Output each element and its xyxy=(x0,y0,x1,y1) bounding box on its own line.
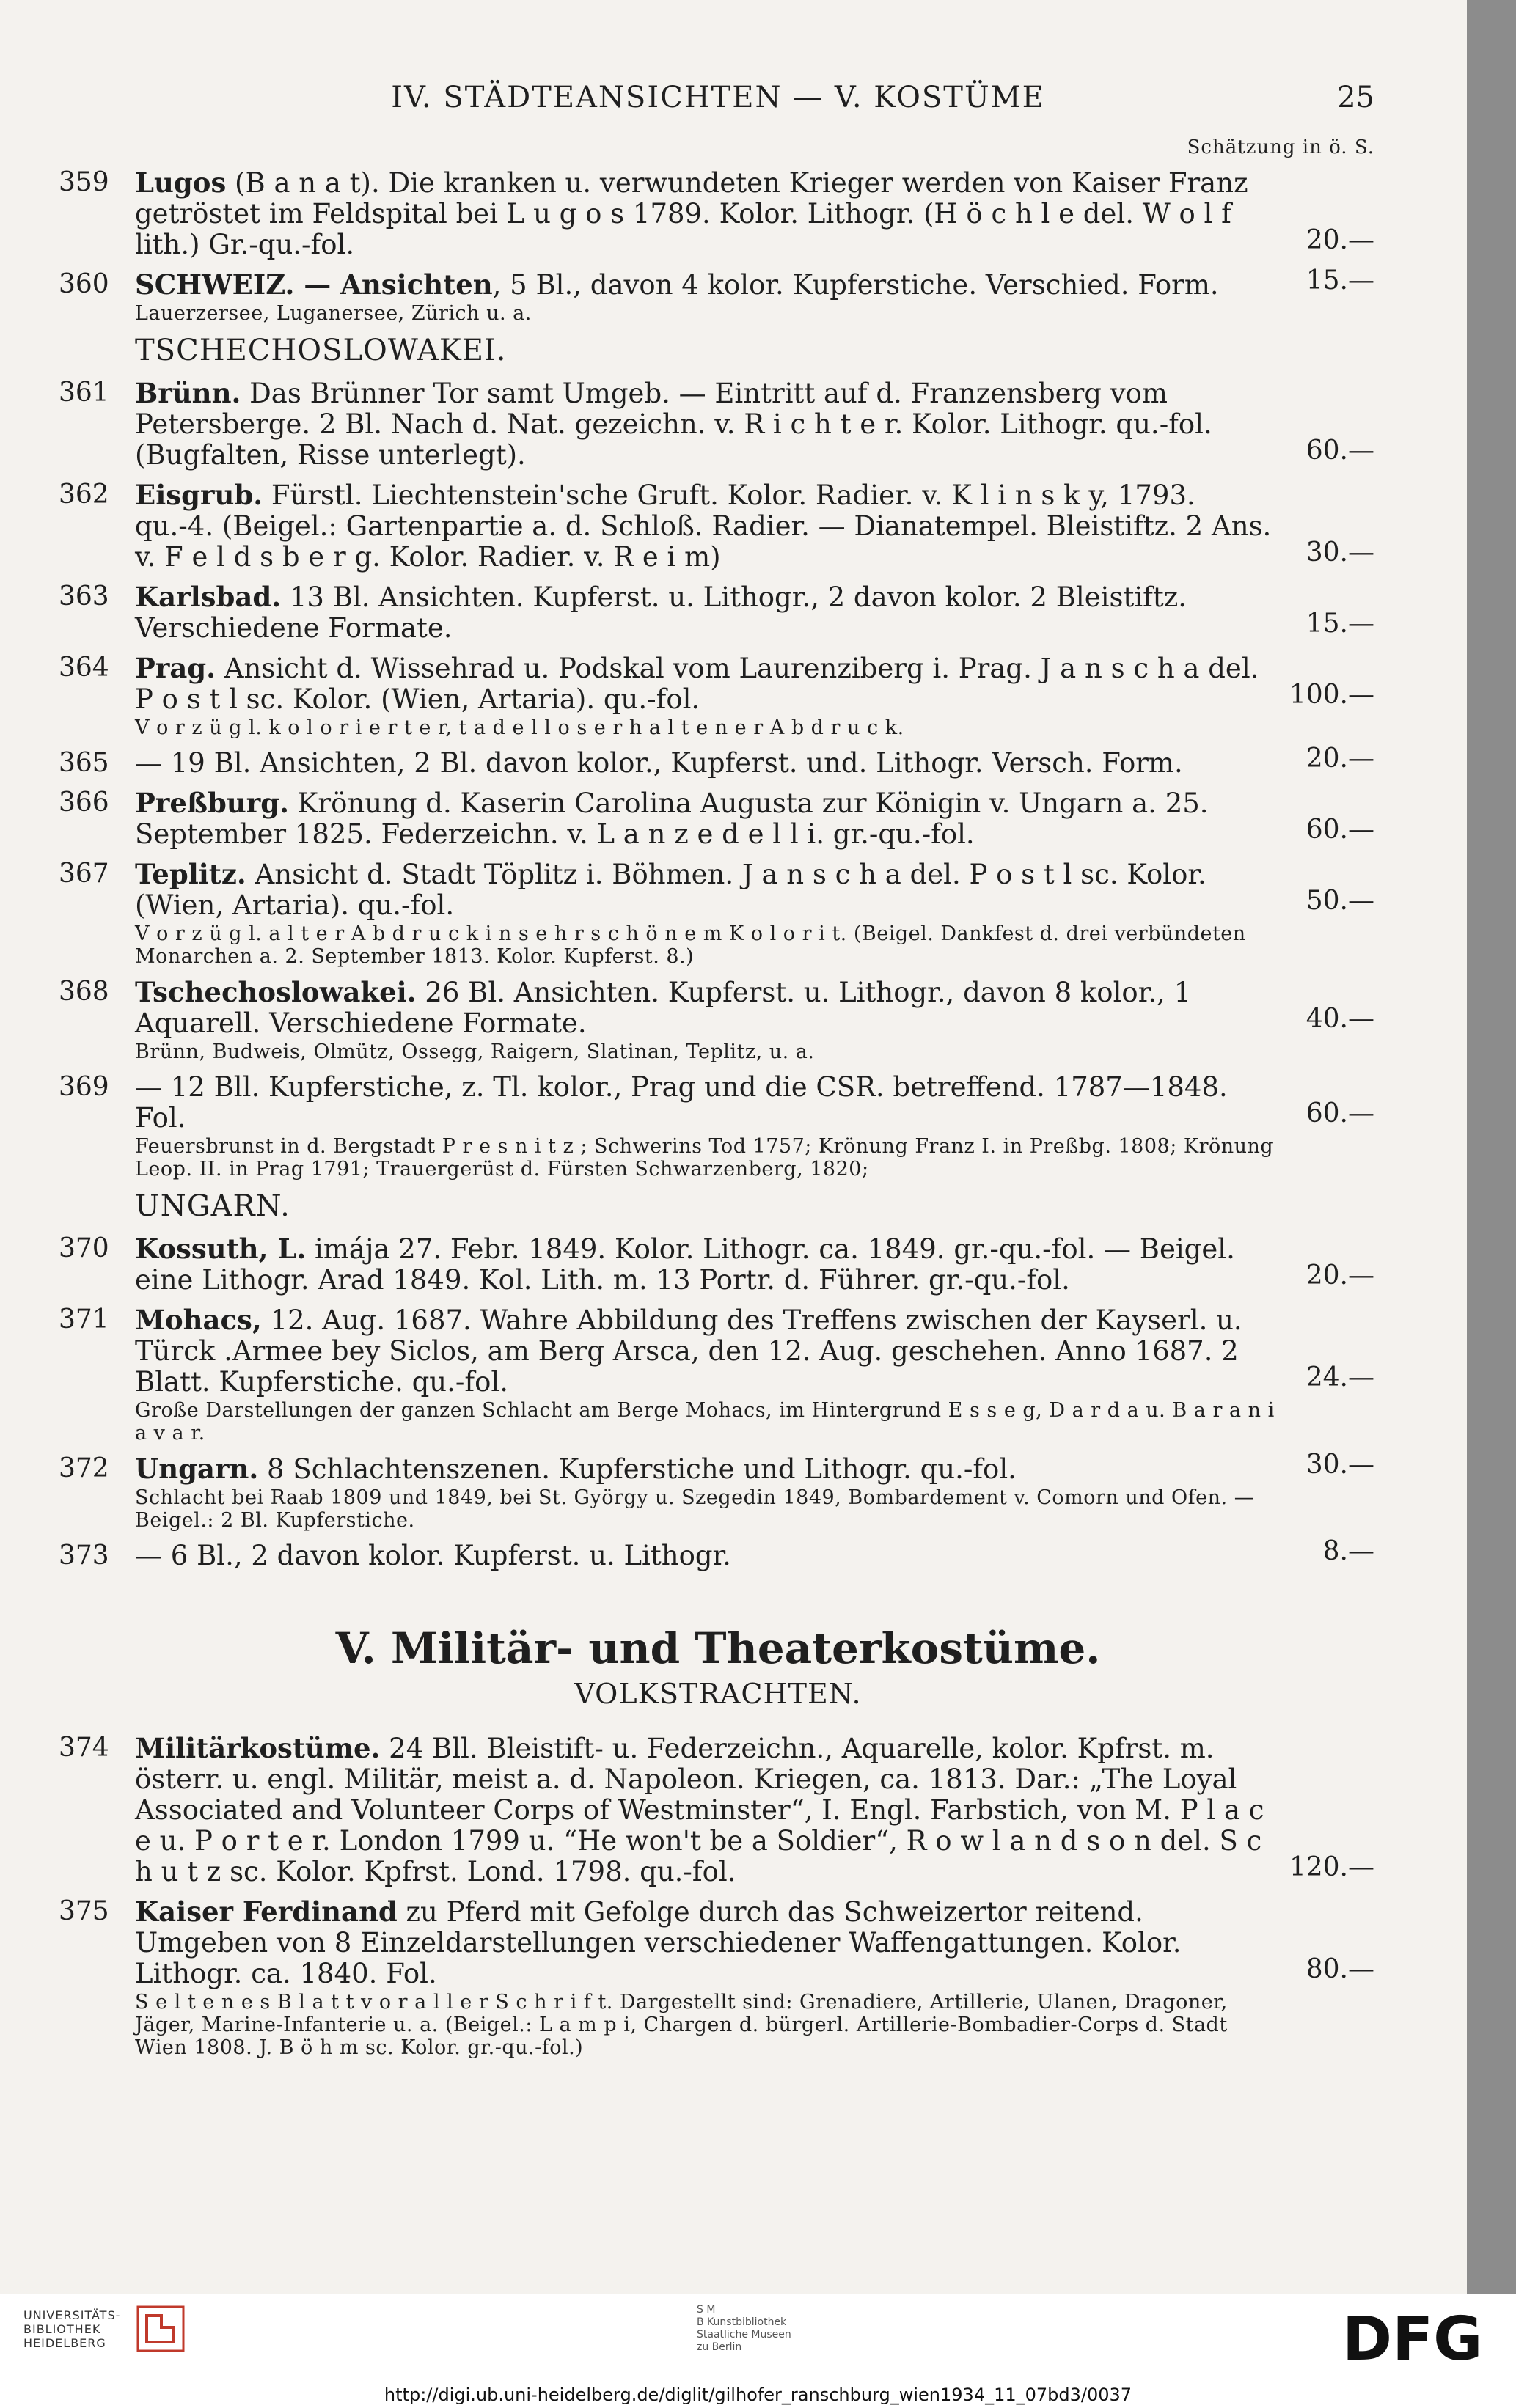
catalogue-entry xyxy=(59,858,1374,968)
catalogue-entry xyxy=(59,1732,1374,1887)
lot-number: 361 xyxy=(59,378,109,408)
dfg-logo xyxy=(1342,2308,1496,2367)
university-logo-icon xyxy=(136,2305,185,2352)
catalogue-entries xyxy=(59,166,1374,2068)
lot-description: Mohacs, 12. Aug. 1687. Wahre Abbildung des Treffens zwischen der Kayserl. u. Türck .Armee bey Siclos, am Berg Arsca, den 12. Aug. geschehen. Anno 1687. 2 Blatt. Kupferstiche. qu.-fol. xyxy=(135,1304,1242,1398)
lot-number: 367 xyxy=(59,859,109,889)
catalogue-entry xyxy=(59,652,1374,739)
library-stamp xyxy=(697,2304,791,2354)
lot-description: Ungarn. 8 Schlachtenszenen. Kupferstiche und Lithogr. qu.-fol. xyxy=(135,1453,1017,1485)
catalogue-entry xyxy=(59,976,1374,1063)
lot-description: Karlsbad. 13 Bl. Ansichten. Kupferst. u. Lithogr., 2 davon kolor. 2 Bleistiftz. Verschiedene Formate. xyxy=(135,581,1187,644)
lot-description: Militärkostüme. 24 Bll. Bleistift- u. Federzeichn., Aquarelle, kolor. Kpfrst. m. österr. u. engl. Militär, meist a. d. Napoleon. Kriegen, ca. 1813. Dar.: „The Loyal Associated and Volunteer Corps of Westminster“, I. Engl. Farbstich, von M. P l a c e u. P o r t e r. London 1799 u. “He won't be a Soldier“, R o w l a n d s o n del. S c h u t z sc. Kolor. Kpfrst. Lond. 1798. qu.-fol. xyxy=(135,1732,1264,1887)
lot-number: 364 xyxy=(59,653,109,683)
catalogue-entry xyxy=(59,265,1374,325)
lot-estimate: 100.— xyxy=(1289,680,1374,710)
lot-description: Teplitz. Ansicht d. Stadt Töplitz i. Böhmen. J a n s c h a del. P o s t l sc. Kolor. (Wien, Artaria). qu.-fol. xyxy=(135,858,1206,921)
lot-number: 359 xyxy=(59,167,109,197)
stamp-line: zu Berlin xyxy=(697,2341,742,2353)
lot-number: 372 xyxy=(59,1453,109,1483)
section-title: V. Militär- und Theaterkostüme. xyxy=(335,1623,1101,1673)
catalogue-entry xyxy=(59,479,1374,573)
lot-note: Lauerzersee, Luganersee, Zürich u. a. xyxy=(135,302,532,325)
catalogue-entry xyxy=(59,1304,1374,1445)
stamp-line: S M xyxy=(697,2304,716,2316)
lot-description: SCHWEIZ. — Ansichten, 5 Bl., davon 4 kolor. Kupferstiche. Verschied. Form. xyxy=(135,268,1219,301)
lot-estimate: 80.— xyxy=(1306,1954,1374,1984)
lot-number: 375 xyxy=(59,1896,109,1926)
running-head: IV. STÄDTEANSICHTEN — V. KOSTÜME xyxy=(391,81,1045,114)
catalogue-entry xyxy=(59,166,1374,260)
lot-description: Preßburg. Krönung d. Kaserin Carolina Augusta zur Königin v. Ungarn a. 25. September 1825. Federzeichn. v. L a n z e d e l l i. gr.-qu.-fol. xyxy=(135,787,1209,850)
lot-description: — 6 Bl., 2 davon kolor. Kupferst. u. Lithogr. xyxy=(135,1540,731,1571)
lot-note: V o r z ü g l. k o l o r i e r t e r, t a d e l l o s e r h a l t e n e r A b d r u c k. xyxy=(135,716,904,739)
catalogue-entry xyxy=(59,1071,1374,1181)
lot-description: — 19 Bl. Ansichten, 2 Bl. davon kolor., Kupferst. und. Lithogr. Versch. Form. xyxy=(135,747,1183,779)
scan-edge xyxy=(1467,0,1516,2294)
lot-estimate: 20.— xyxy=(1306,744,1374,774)
lot-description: Prag. Ansicht d. Wissehrad u. Podskal vom Laurenziberg i. Prag. J a n s c h a del. P o s t l sc. Kolor. (Wien, Artaria). qu.-fol. xyxy=(135,652,1259,715)
catalogue-entry xyxy=(59,1450,1374,1532)
lot-estimate: 15.— xyxy=(1306,265,1374,296)
lot-number: 368 xyxy=(59,977,109,1007)
catalogue-entry xyxy=(59,744,1374,779)
section-subtitle: VOLKSTRACHTEN. xyxy=(574,1678,862,1710)
lot-note: S e l t e n e s B l a t t v o r a l l e r S c h r i f t. Dargestellt sind: Grenadiere, Artillerie, Ulanen, Dragoner, Jäger, Marine-Infanterie u. a. (Beigel.: L a m p i, Chargen d. bürgerl. Artillerie-Bombadier-Corps d. Stadt Wien 1808. J. B ö h m sc. Kolor. gr.-qu.-fol.) xyxy=(135,1991,1228,2059)
lot-description: Lugos (B a n a t). Die kranken u. verwundeten Krieger werden von Kaiser Franz getröstet im Feldspital bei L u g o s 1789. Kolor. Lithogr. (H ö c h l e del. W o l f lith.) Gr.-qu.-fol. xyxy=(135,166,1248,260)
catalogue-entry xyxy=(59,787,1374,850)
lot-number: 366 xyxy=(59,788,109,818)
catalogue-entry xyxy=(59,1536,1374,1571)
lot-estimate: 120.— xyxy=(1289,1852,1374,1882)
viewer-footer xyxy=(0,2294,1516,2408)
university-line: HEIDELBERG xyxy=(23,2336,106,2350)
lot-description: — 12 Bll. Kupferstiche, z. Tl. kolor., Prag und die CSR. betreffend. 1787—1848. Fol. xyxy=(135,1071,1228,1134)
lot-estimate: 30.— xyxy=(1306,537,1374,568)
lot-number: 369 xyxy=(59,1072,109,1102)
lot-description: Kaiser Ferdinand zu Pferd mit Gefolge durch das Schweizertor reitend. Umgeben von 8 Einzeldarstellungen verschiedener Waffengattungen. Kolor. Lithogr. ca. 1840. Fol. xyxy=(135,1895,1182,1989)
entry-list-2 xyxy=(59,1732,1374,2059)
lot-estimate: 8.— xyxy=(1322,1536,1374,1566)
catalogue-entry xyxy=(59,1895,1374,2059)
lot-estimate: 20.— xyxy=(1306,1260,1374,1291)
lot-number: 370 xyxy=(59,1233,109,1263)
lot-number: 365 xyxy=(59,748,109,778)
lot-estimate: 60.— xyxy=(1306,436,1374,466)
lot-estimate: 20.— xyxy=(1306,225,1374,255)
lot-note: Feuersbrunst in d. Bergstadt P r e s n i t z ; Schwerins Tod 1757; Krönung Franz I. in Preßbg. 1808; Krönung Leop. II. in Prag 1791; Trauergerüst d. Fürsten Schwarzenberg, 1820; xyxy=(135,1135,1274,1181)
lot-estimate: 40.— xyxy=(1306,1004,1374,1034)
estimate-label: Schätzung in ö. S. xyxy=(1187,136,1374,158)
lot-note: V o r z ü g l. a l t e r A b d r u c k i n s e h r s c h ö n e m K o l o r i t. (Beigel. Dankfest d. drei verbündeten Monarchen a. 2. September 1813. Kolor. Kupferst. 8.) xyxy=(135,922,1246,968)
lot-description: Eisgrub. Fürstl. Liechtenstein'sche Gruft. Kolor. Radier. v. K l i n s k y, 1793. qu.-4. (Beigel.: Gartenpartie a. d. Schloß. Radier. — Dianatempel. Bleistiftz. 2 Ans. v. F e l d s b e r g. Kolor. Radier. v. R e i m) xyxy=(135,479,1272,573)
lot-number: 373 xyxy=(59,1541,109,1571)
lot-estimate: 60.— xyxy=(1306,815,1374,845)
svg-text:DFG: DFG xyxy=(1342,2308,1483,2367)
lot-description: Kossuth, L. imája 27. Febr. 1849. Kolor. Lithogr. ca. 1849. gr.-qu.-fol. — Beigel. eine Lithogr. Arad 1849. Kol. Lith. m. 13 Portr. d. Führer. gr.-qu.-fol. xyxy=(135,1233,1235,1296)
stamp-line: Staatliche Museen xyxy=(697,2329,791,2341)
lot-estimate: 15.— xyxy=(1306,609,1374,639)
lot-number: 362 xyxy=(59,480,109,510)
lot-description: Tschechoslowakei. 26 Bl. Ansichten. Kupferst. u. Lithogr., davon 8 kolor., 1 Aquarell. Verschiedene Formate. xyxy=(135,976,1192,1039)
lot-number: 363 xyxy=(59,581,109,612)
section-heading: UNGARN. xyxy=(135,1189,290,1223)
stamp-line: B Kunstbibliothek xyxy=(697,2316,787,2328)
university-name xyxy=(23,2308,120,2350)
catalogue-entry xyxy=(59,377,1374,471)
lot-note: Große Darstellungen der ganzen Schlacht am Berge Mohacs, im Hintergrund E s s e g, D a r d a u. B a r a n i a v a r. xyxy=(135,1399,1275,1445)
catalogue-entry xyxy=(59,581,1374,644)
university-line: BIBLIOTHEK xyxy=(23,2322,101,2336)
entry-list-1 xyxy=(59,166,1374,1571)
lot-note: Brünn, Budweis, Olmütz, Ossegg, Raigern, Slatinan, Teplitz, u. a. xyxy=(135,1040,815,1063)
permalink[interactable]: http://digi.ub.uni-heidelberg.de/diglit/gilhofer_ranschburg_wien1934_11_07bd3/0037 xyxy=(384,2385,1132,2405)
lot-number: 371 xyxy=(59,1304,109,1335)
section-heading: TSCHECHOSLOWAKEI. xyxy=(135,334,507,367)
lot-number: 360 xyxy=(59,269,109,299)
lot-estimate: 30.— xyxy=(1306,1450,1374,1480)
lot-note: Schlacht bei Raab 1809 und 1849, bei St. György u. Szegedin 1849, Bombardement v. Comorn und Ofen. — Beigel.: 2 Bl. Kupferstiche. xyxy=(135,1486,1255,1532)
lot-description: Brünn. Das Brünner Tor samt Umgeb. — Eintritt auf d. Franzensberg vom Petersberge. 2 Bl. Nach d. Nat. gezeichn. v. R i c h t e r. Kolor. Lithogr. qu.-fol. (Bugfalten, Risse unterlegt). xyxy=(135,377,1212,471)
lot-estimate: 50.— xyxy=(1306,886,1374,916)
university-line: UNIVERSITÄTS- xyxy=(23,2308,121,2322)
lot-estimate: 60.— xyxy=(1306,1098,1374,1128)
page-number: 25 xyxy=(1337,81,1374,114)
catalogue-entry xyxy=(59,1233,1374,1296)
lot-number: 374 xyxy=(59,1733,109,1763)
lot-estimate: 24.— xyxy=(1306,1362,1374,1392)
